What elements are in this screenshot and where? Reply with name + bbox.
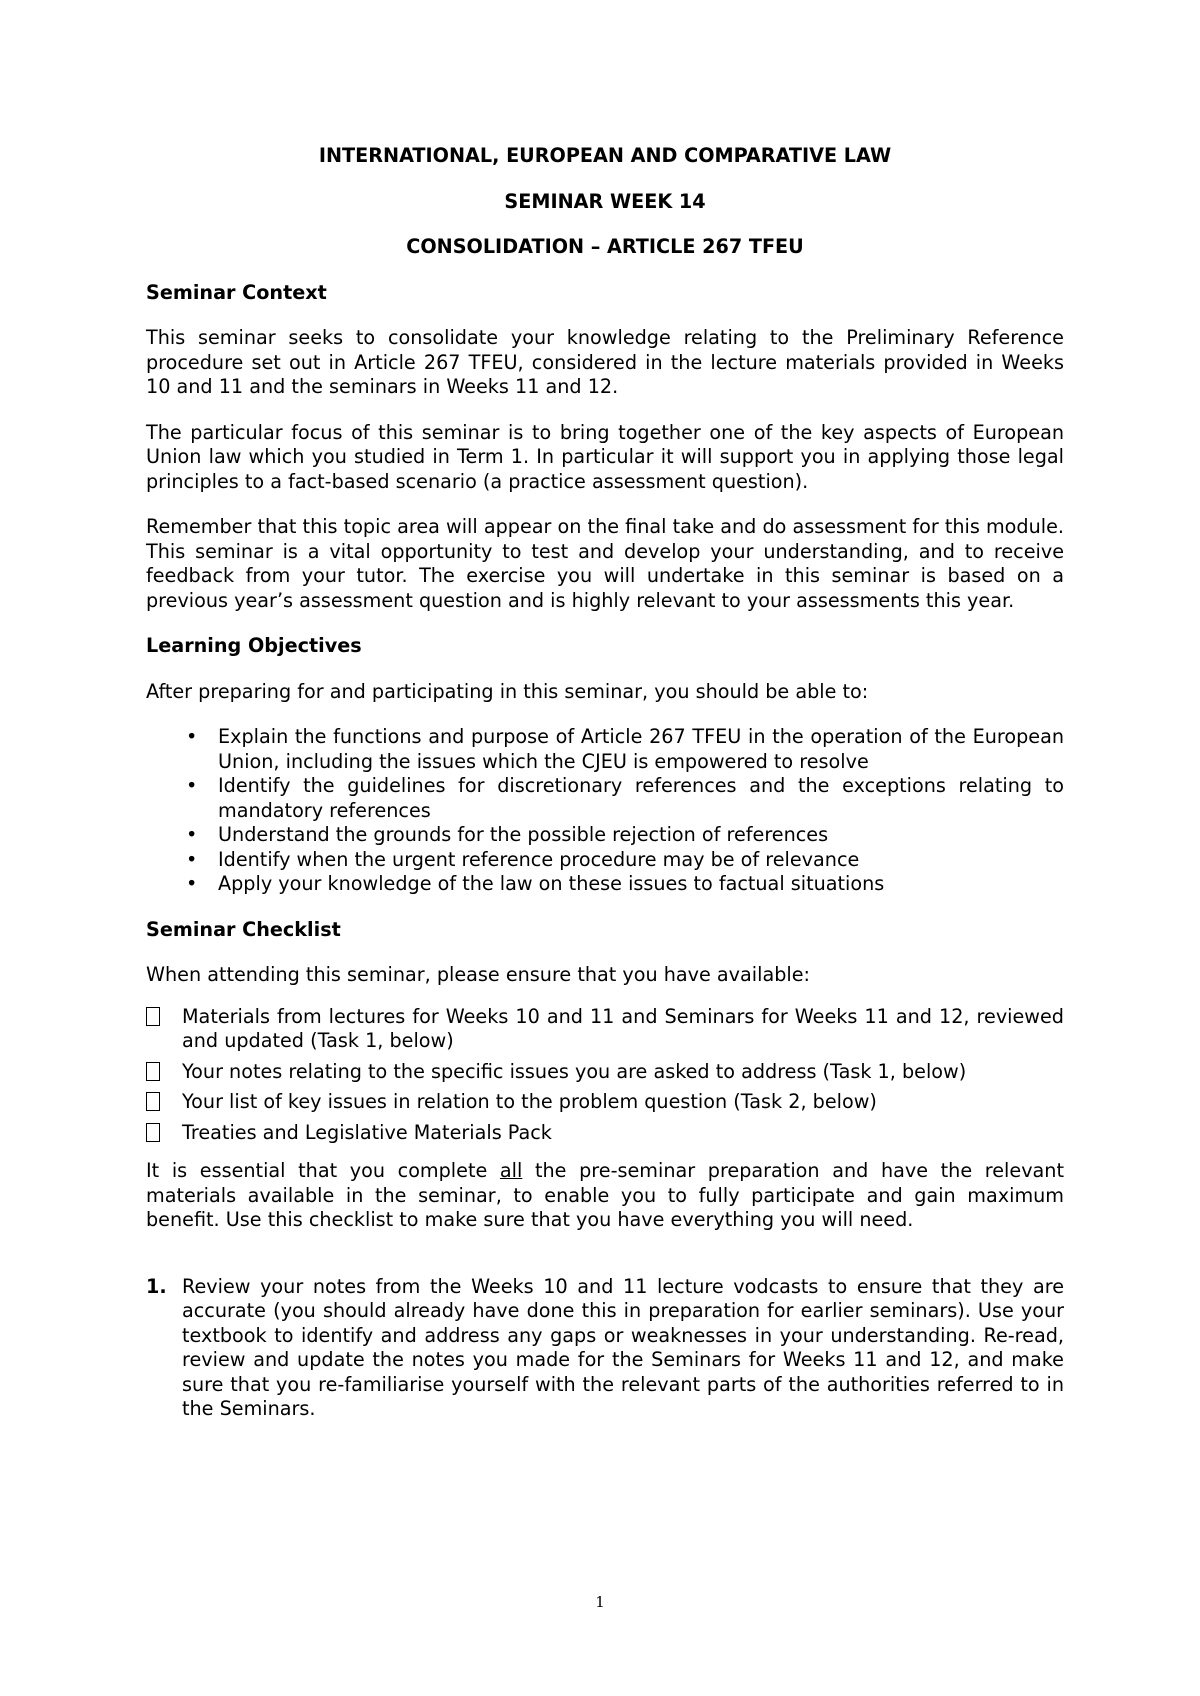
seminar-title: SEMINAR WEEK 14 <box>504 189 706 213</box>
objectives-list <box>146 725 1064 897</box>
essential-paragraph: It is essential that you complete all the pre-seminar preparation and have the relevant materials available in the seminar, to enable you to fully participate and gain maximum benefit. Use this checklist to make sure that you have everything you will need. <box>146 1159 1064 1231</box>
checklist-item: Your list of key issues in relation to the problem question (Task 2, below) <box>146 1090 1064 1115</box>
list-item: • Identify the guidelines for discretionary references and the exceptions relating to mandatory references <box>186 774 1064 822</box>
list-item: • Understand the grounds for the possible rejection of references <box>186 823 829 846</box>
checklist-intro: When attending this seminar, please ensure that you have available: <box>146 963 810 986</box>
bullet-icon: • <box>186 872 198 895</box>
bullet-icon: • <box>186 774 198 797</box>
bullet-icon: • <box>186 823 198 846</box>
context-paragraph-3: Remember that this topic area will appear on the final take and do assessment for this module. This seminar is a vital opportunity to test and develop your understanding, and to receive feedback from your tutor. The exercise you will undertake in this seminar is based on a previous year’s assessment question and is highly relevant to your assessments this year. <box>146 515 1064 612</box>
checkbox-icon <box>146 1007 160 1026</box>
checkbox-icon <box>146 1123 160 1142</box>
context-heading: Seminar Context <box>146 280 327 304</box>
course-title: INTERNATIONAL, EUROPEAN AND COMPARATIVE LAW <box>318 144 892 167</box>
checklist-item: Materials from lectures for Weeks 10 and 11 and Seminars for Weeks 11 and 12, reviewed and updated (Task 1, below) <box>146 1005 1064 1054</box>
checklist-item: Treaties and Legislative Materials Pack <box>146 1121 1064 1146</box>
checklist-item: Your notes relating to the specific issues you are asked to address (Task 1, below) <box>146 1060 1064 1085</box>
context-paragraph-2: The particular focus of this seminar is to bring together one of the key aspects of European Union law which you studied in Term 1. In particular it will support you in applying those legal principles to a fact-based scenario (a practice assessment question). <box>146 420 1064 493</box>
list-item: • Apply your knowledge of the law on these issues to factual situations <box>186 872 885 895</box>
checklist-list <box>146 1005 1064 1146</box>
objectives-intro: After preparing for and participating in this seminar, you should be able to: <box>146 679 869 703</box>
document-page <box>146 144 1064 1422</box>
objectives-heading: Learning Objectives <box>146 634 362 657</box>
task-number: 1. <box>146 1274 167 1298</box>
task-text: Review your notes from the Weeks 10 and 11 lecture vodcasts to ensure that they are accurate (you should already have done this in preparation for earlier seminars). Use your textbook to identify and address any gaps or weaknesses in your understanding. Re-read, review and update the notes you made for the Seminars for Weeks 11 and 12, and make sure that you re-familiarise yourself with the relevant parts of the authorities referred to in the Seminars. <box>182 1274 1064 1420</box>
page-number: 1 <box>595 1593 605 1611</box>
bullet-icon: • <box>186 847 198 871</box>
list-item: • Identify when the urgent reference procedure may be of relevance <box>186 847 860 871</box>
context-paragraph-1: This seminar seeks to consolidate your knowledge relating to the Preliminary Reference procedure set out in Article 267 TFEU, considered in the lecture materials provided in Weeks 10 and 11 and the seminars in Weeks 11 and 12. <box>146 326 1064 398</box>
task-1 <box>146 1275 1064 1422</box>
checkbox-icon <box>146 1062 160 1081</box>
checklist-heading: Seminar Checklist <box>146 917 341 941</box>
checkbox-icon <box>146 1092 160 1111</box>
topic-title: CONSOLIDATION – ARTICLE 267 TFEU <box>406 235 804 258</box>
bullet-icon: • <box>186 725 198 748</box>
list-item: • Explain the functions and purpose of Article 267 TFEU in the operation of the European Union, including the issues which the CJEU is empowered to resolve <box>186 725 1064 773</box>
